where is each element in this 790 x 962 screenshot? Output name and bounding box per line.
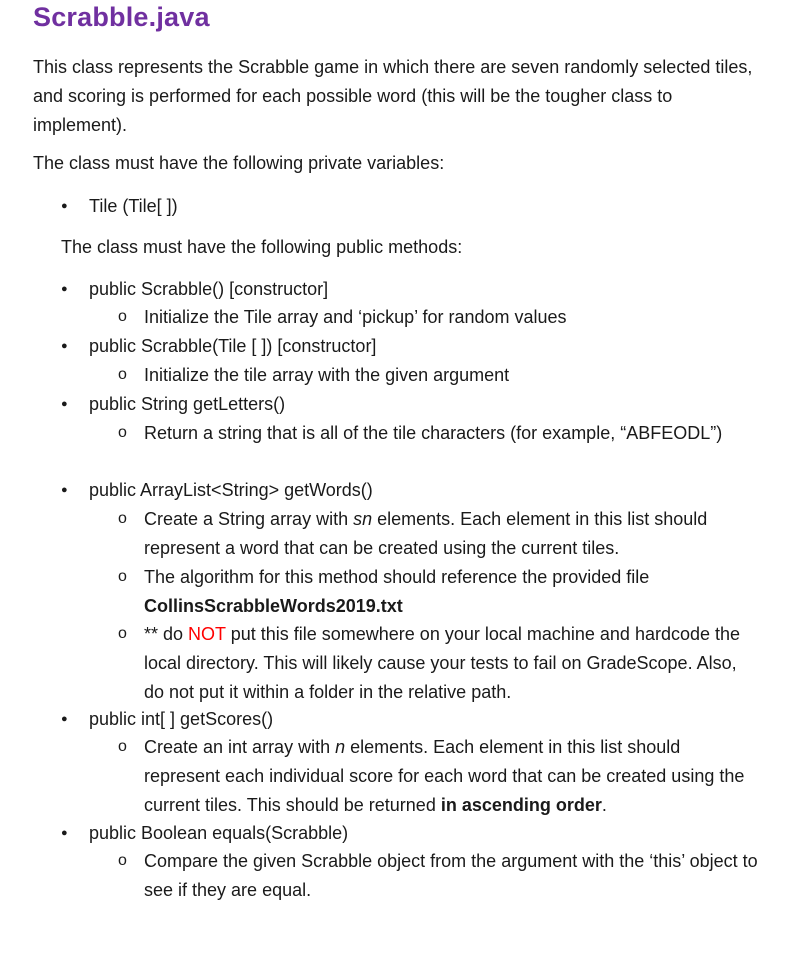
detail-emphasis: sn — [353, 509, 373, 529]
method-signature: ● public int[ ] getScores() — [89, 705, 769, 734]
method-detail: o Initialize the Tile array and ‘pickup’ for random values — [144, 303, 759, 332]
detail-text: elements. Each element in this list should represent a word that can be created using the current tiles. — [144, 509, 708, 558]
method-detail: o Return a string that is all of the tile characters (for example, “ABFEODL”) — [144, 419, 759, 448]
not-warning: NOT — [188, 624, 226, 644]
detail-text: ** do — [144, 624, 189, 644]
detail-bold: in ascending order — [440, 795, 602, 815]
method-detail — [144, 505, 759, 563]
method-detail — [144, 733, 759, 820]
public-methods-heading: The class must have the following public methods: — [61, 237, 463, 257]
method-signature: ● public Boolean equals(Scrabble) — [89, 819, 769, 848]
method-signature: ● public Scrabble() [constructor] — [89, 275, 769, 304]
detail-text: The algorithm for this method should reference the provided file — [144, 567, 650, 587]
page-title: Scrabble.java — [33, 2, 210, 32]
private-var-item: ● Tile (Tile[ ]) — [89, 192, 769, 221]
method-signature: ● public Scrabble(Tile [ ]) [constructor] — [89, 332, 769, 361]
private-vars-heading: The class must have the following private variables: — [33, 153, 445, 173]
detail-text: elements. Each element in this list should represent each individual score for each word that can be created using the current tiles. This should be returned — [144, 737, 745, 815]
filename: CollinsScrabbleWords2019.txt — [144, 596, 403, 616]
method-detail — [144, 620, 759, 707]
detail-text: put this file somewhere on your local machine and hardcode the local directory. This will likely cause your tests to fail on GradeScope. Also, do not put it within a folder in the relative path. — [144, 624, 741, 702]
method-detail — [144, 563, 759, 621]
intro-paragraph: This class represents the Scrabble game in which there are seven randomly selected tiles, and scoring is performed for each possible word (this will be the tougher class to implement). — [33, 57, 753, 135]
detail-emphasis: n — [335, 737, 346, 757]
method-signature: ● public String getLetters() — [89, 390, 769, 419]
detail-text: . — [601, 795, 607, 815]
method-detail: o Compare the given Scrabble object from the argument with the ‘this’ object to see if they are equal. — [144, 847, 759, 905]
detail-text: Create an int array with — [144, 737, 336, 757]
detail-text: Create a String array with — [144, 509, 354, 529]
method-detail: o Initialize the tile array with the given argument — [144, 361, 759, 390]
method-signature: ● public ArrayList<String> getWords() — [89, 476, 769, 505]
